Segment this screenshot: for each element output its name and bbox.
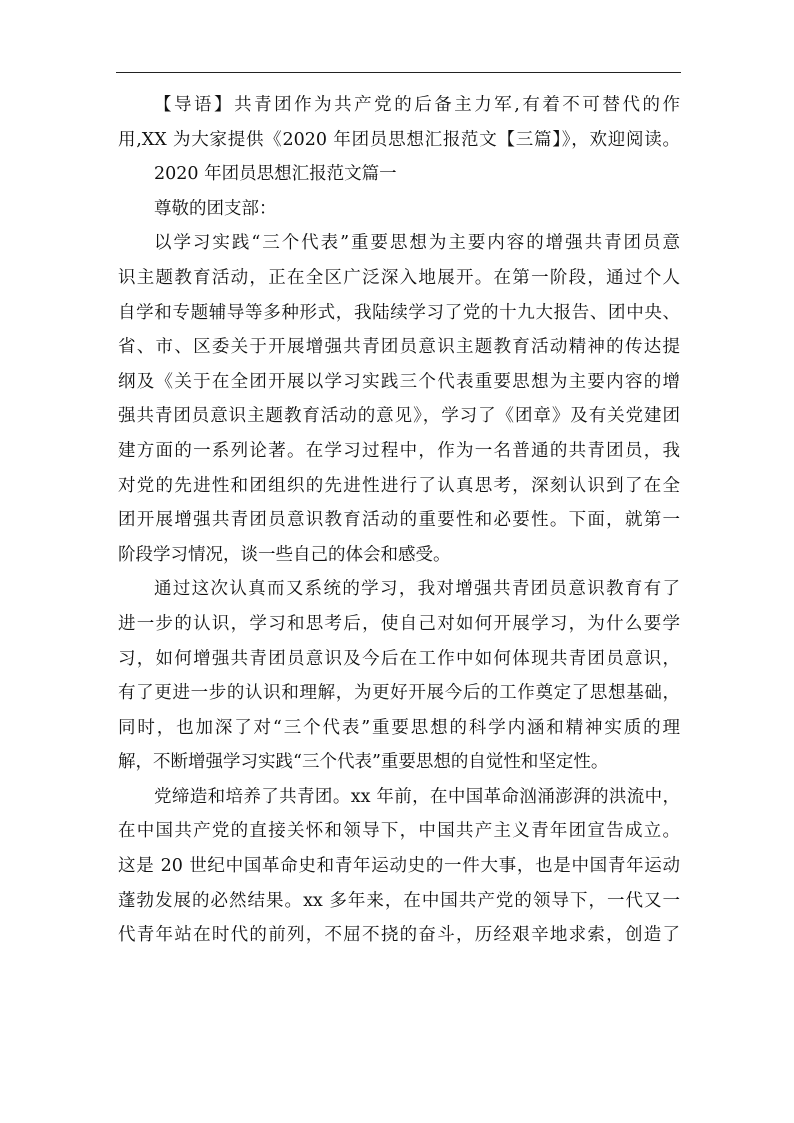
paragraph-1-line-4: 省、市、区委关于开展增强共青团员意识主题教育活动精神的传达提: [118, 337, 680, 358]
paragraph-3-line-3: 这是 20 世纪中国革命史和青年运动史的一件大事，也是中国青年运动: [118, 856, 680, 877]
paragraph-1-line-1: 以学习实践“三个代表”重要思想为主要内容的增强共青团员意: [154, 233, 680, 254]
intro-line-1: 【导语】共青团作为共产党的后备主力军,有着不可替代的作: [154, 95, 680, 115]
paragraph-3-line-4: 蓬勃发展的必然结果。xx 多年来，在中国共产党的领导下，一代又一: [118, 890, 680, 911]
header-rule: [116, 72, 681, 73]
paragraph-1-line-2: 识主题教育活动，正在全区广泛深入地展开。在第一阶段，通过个人: [118, 267, 680, 288]
paragraph-1-line-8: 对党的先进性和团组织的先进性进行了认真思考，深刻认识到了在全: [118, 475, 680, 496]
paragraph-1-line-10: 阶段学习情况，谈一些自己的体会和感受。: [118, 544, 451, 565]
paragraph-3-line-1: 党缔造和培养了共青团。xx 年前，在中国革命汹涌澎湃的洪流中，: [154, 786, 680, 807]
paragraph-2-line-2: 进一步的认识，学习和思考后，使自己对如何开展学习，为什么要学: [118, 613, 680, 634]
intro-line-2: 用,XX 为大家提供《2020 年团员思想汇报范文【三篇】》，欢迎阅读。: [118, 129, 680, 150]
paragraph-1-line-7: 建方面的一系列论著。在学习过程中，作为一名普通的共青团员，我: [118, 440, 680, 461]
paragraph-2-line-4: 有了更进一步的认识和理解，为更好开展今后的工作奠定了思想基础，: [118, 683, 680, 704]
paragraph-3-line-2: 在中国共产党的直接关怀和领导下，中国共产主义青年团宣告成立。: [118, 821, 680, 842]
paragraph-1-line-6: 强共青团员意识主题教育活动的意见》，学习了《团章》及有关党建团: [118, 406, 680, 427]
paragraph-1-line-5: 纲及《关于在全团开展以学习实践三个代表重要思想为主要内容的增: [118, 371, 680, 392]
paragraph-2-line-3: 习，如何增强共青团员意识及今后在工作中如何体现共青团员意识，: [118, 648, 680, 669]
paragraph-2-line-6: 解，不断增强学习实践“三个代表”重要思想的自觉性和坚定性。: [118, 752, 609, 773]
salutation: 尊敬的团支部：: [154, 198, 277, 219]
paragraph-1-line-9: 团开展增强共青团员意识教育活动的重要性和必要性。下面，就第一: [118, 510, 680, 531]
paragraph-2-line-1: 通过这次认真而又系统的学习，我对增强共青团员意识教育有了: [154, 579, 680, 600]
paragraph-1-line-3: 自学和专题辅导等多种形式，我陆续学习了党的十九大报告、团中央、: [118, 302, 680, 323]
paragraph-3-line-5: 代青年站在时代的前列，不屈不挠的奋斗，历经艰辛地求索，创造了: [118, 925, 680, 946]
section-title: 2020 年团员思想汇报范文篇一: [154, 164, 397, 185]
document-body: [118, 88, 680, 953]
paragraph-2-line-5: 同时，也加深了对“三个代表”重要思想的科学内涵和精神实质的理: [118, 717, 680, 738]
